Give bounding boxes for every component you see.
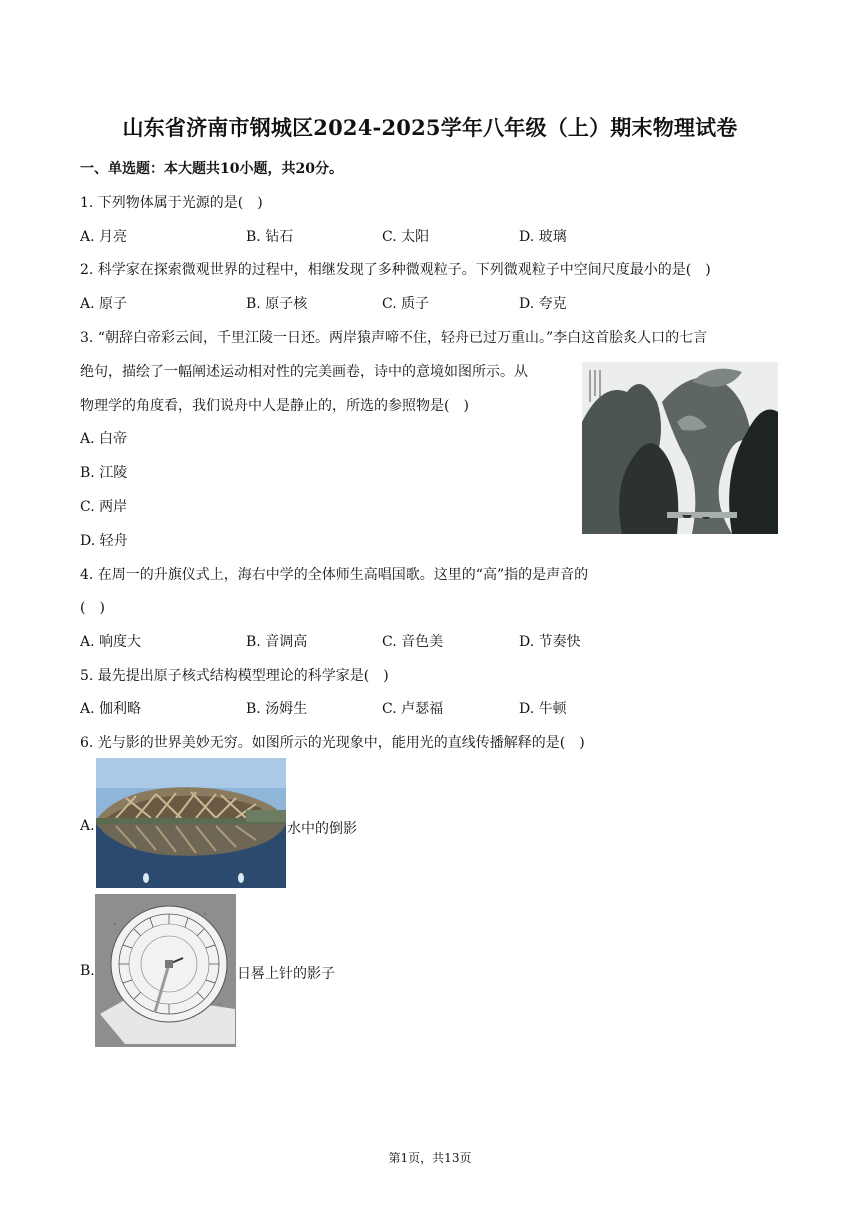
question-6-option-a-label: A. [80,818,95,834]
question-5-option-d: D. 牛顿 [519,701,567,717]
question-4-option-a: A. 响度大 [80,634,142,650]
question-1-option-a: A. 月亮 [80,229,128,245]
question-6-option-b-caption: 日晷上针的影子 [237,966,335,982]
question-5-option-c: C. 卢瑟福 [382,701,444,717]
question-2-option-c: C. 质子 [382,296,430,312]
landscape-painting-image [582,362,778,534]
question-1-option-b: B. 钻石 [246,229,294,245]
question-4-stem-line-2: ( ) [80,600,105,616]
question-3-stem-line-3: 物理学的角度看，我们说舟中人是静止的，所选的参照物是( ) [80,398,469,414]
question-2-option-b: B. 原子核 [246,296,308,312]
question-6-option-b-label: B. [80,963,95,979]
question-3-stem-line-2: 绝句，描绘了一幅阐述运动相对性的完美画卷，诗中的意境如图所示。从 [80,364,528,380]
question-5-option-a: A. 伽利略 [80,701,142,717]
question-3-option-c: C. 两岸 [80,499,128,515]
sundial-image [95,894,236,1047]
question-5-option-b: B. 汤姆生 [246,701,308,717]
question-3-option-b: B. 江陵 [80,465,128,481]
question-4-option-d: D. 节奏快 [519,634,581,650]
page-title: 山东省济南市钢城区2024-2025学年八年级（上）期末物理试卷 [122,115,738,140]
question-6-option-a-caption: 水中的倒影 [287,821,357,837]
question-2-option-d: D. 夸克 [519,296,567,312]
question-4-stem-line-1: 4. 在周一的升旗仪式上，海右中学的全体师生高唱国歌。这里的“高”指的是声音的 [80,567,589,583]
question-2-option-a: A. 原子 [80,296,128,312]
question-5-stem: 5. 最先提出原子核式结构模型理论的科学家是( ) [80,668,389,684]
question-1-option-c: C. 太阳 [382,229,430,245]
question-2-stem: 2. 科学家在探索微观世界的过程中，相继发现了多种微观粒子。下列微观粒子中空间尺度最小的是( ) [80,262,711,278]
question-3-option-a: A. 白帝 [80,431,128,447]
section-heading: 一、单选题：本大题共10小题，共20分。 [80,161,343,177]
birds-nest-reflection-image [96,758,286,888]
question-6-stem: 6. 光与影的世界美妙无穷。如图所示的光现象中，能用光的直线传播解释的是( ) [80,735,585,751]
question-4-option-c: C. 音色美 [382,634,444,650]
question-4-option-b: B. 音调高 [246,634,308,650]
page-number-footer: 第1页，共13页 [388,1151,472,1165]
question-3-stem-line-1: 3. “朝辞白帝彩云间，千里江陵一日还。两岸猿声啼不住，轻舟已过万重山。”李白这首脍炙人口的七言 [80,330,708,346]
question-1-stem: 1. 下列物体属于光源的是( ) [80,195,263,211]
question-3-option-d: D. 轻舟 [80,533,128,549]
question-1-option-d: D. 玻璃 [519,229,567,245]
